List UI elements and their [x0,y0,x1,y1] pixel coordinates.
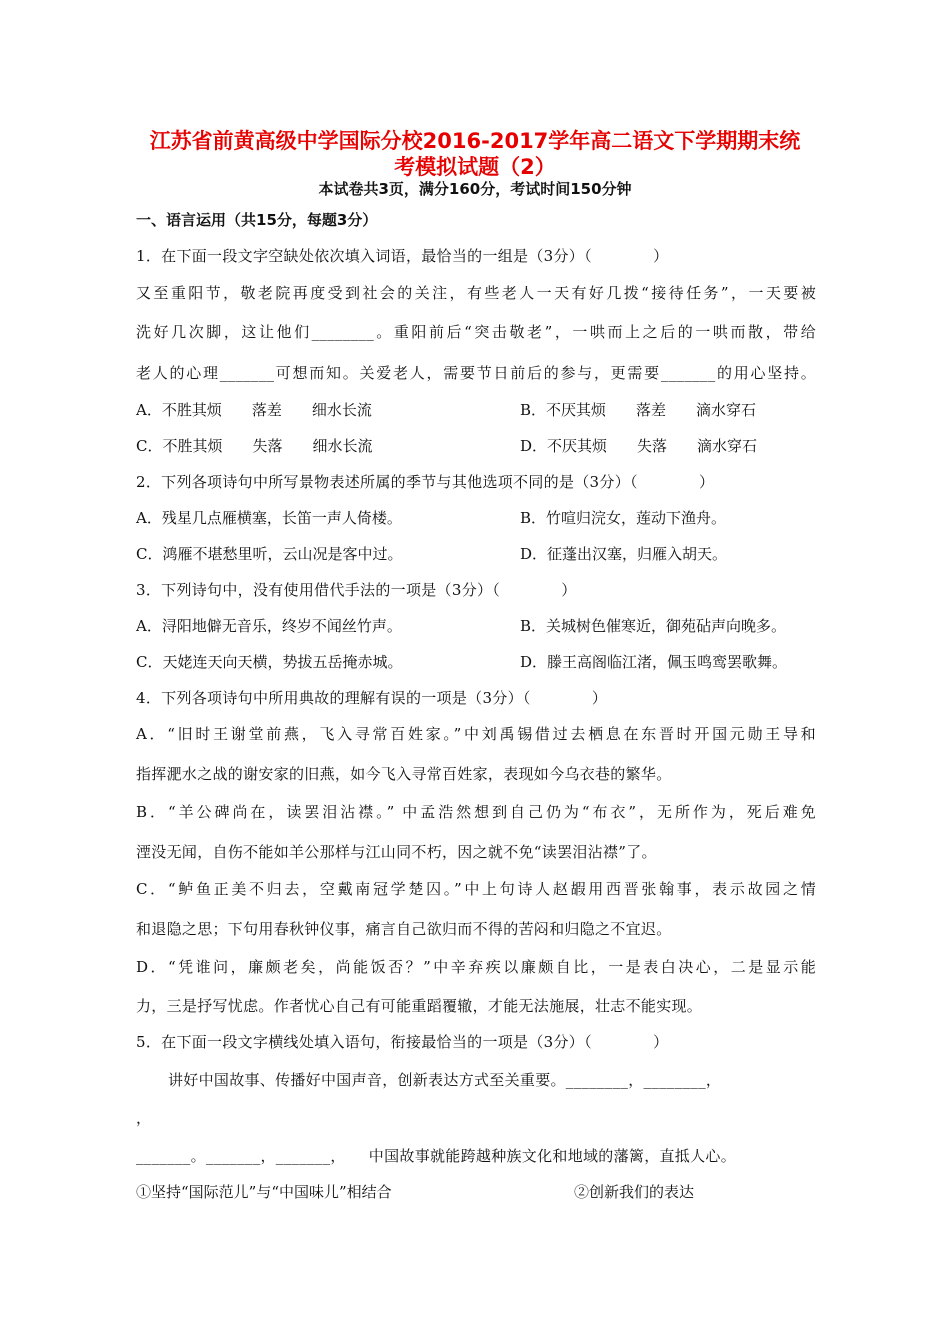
question-5-item-2: ②创新我们的表达 [574,1183,695,1201]
question-2-option-b: B．竹喧归浣女，莲动下渔舟。 [520,509,727,527]
question-5-passage-line: _______。_______，_______， 中国故事就能跨越种族文化和地域的藩篱，直抵人心。 [136,1147,737,1165]
question-4-line: 力，三是抒写忧虑。作者忧心自己有可能重蹈覆辙，才能无法施展，壮志不能实现。 [136,997,703,1015]
question-3-option-d: D．滕王高阁临江渚，佩玉鸣鸾罢歌舞。 [520,653,788,671]
question-5-passage-line: 讲好中国故事、传播好中国声音，创新表达方式至关重要。________，________， [168,1071,722,1089]
question-1-option-d: D．不厌其烦 失落 滴水穿石 [520,437,758,455]
exam-title-line2: 考模拟试题（2） [394,155,556,179]
question-1-option-a: A．不胜其烦 落差 细水长流 [136,401,372,419]
question-5-item-1: ①坚持“国际范儿”与“中国味儿”相结合 [136,1183,392,1201]
question-3-option-c: C．天姥连天向天横，势拔五岳掩赤城。 [136,653,403,671]
exam-title-line1: 江苏省前黄高级中学国际分校2016-2017学年高二语文下学期期末统 [149,129,801,153]
question-1-option-b: B．不厌其烦 落差 滴水穿石 [520,401,757,419]
exam-subtitle: 本试卷共3页，满分160分，考试时间150分钟 [318,180,632,198]
question-4-line: 湮没无闻，自伤不能如羊公那样与江山同不朽，因之就不免“读罢泪沾襟”了。 [136,843,657,861]
question-1-option-c: C．不胜其烦 失落 细水长流 [136,437,373,455]
question-2-option-c: C．鸿雁不堪愁里听，云山况是客中过。 [136,545,403,563]
question-5-stem: 5．在下面一段文字横线处填入语句，衔接最恰当的一项是（3分）（ ） [136,1033,669,1051]
question-1-stem: 1．在下面一段文字空缺处依次填入词语，最恰当的一组是（3分）（ ） [136,247,669,265]
question-4-stem: 4．下列各项诗句中所用典故的理解有误的一项是（3分）（ ） [136,689,608,707]
section-heading: 一、语言运用（共15分，每题3分） [136,211,378,229]
question-1-passage-line: 又至重阳节，敬老院再度受到社会的关注，有些老人一天有好几拨“接待任务”，一天要被 [136,284,816,302]
question-3-option-a: A．浔阳地僻无音乐，终岁不闻丝竹声。 [136,617,402,635]
question-4-line: D．“凭谁问，廉颇老矣，尚能饭否？”中辛弃疾以廉颇自比，一是表白决心，二是显示能 [136,958,816,976]
question-4-line: 指挥淝水之战的谢安家的旧燕，如今飞入寻常百姓家，表现如今乌衣巷的繁华。 [136,765,672,783]
question-1-passage-line: 老人的心理_______可想而知。关爱老人，需要节日前后的参与，更需要_______的用心坚持。 [136,364,816,382]
question-4-line: 和退隐之思；下句用春秋钟仪事，痛言自己欲归而不得的苦闷和归隐之不宜迟。 [136,920,672,938]
question-4-line: C．“鲈鱼正美不归去，空戴南冠学楚囚。”中上句诗人赵嘏用西晋张翰事，表示故园之情 [136,880,816,898]
question-3-option-b: B．关城树色催寒近，御苑砧声向晚多。 [520,617,787,635]
question-1-passage-line: 洗好几次脚，这让他们________。重阳前后“突击敬老”，一哄而上之后的一哄而散，带给 [136,323,816,341]
question-4-line: B．“羊公碑尚在，读罢泪沾襟。” 中孟浩然想到自己仍为“布衣”，无所作为，死后难免 [136,803,816,821]
question-2-option-d: D．征蓬出汉塞，归雁入胡天。 [520,545,728,563]
question-3-stem: 3．下列诗句中，没有使用借代手法的一项是（3分）（ ） [136,581,577,599]
question-2-option-a: A．残星几点雁横塞，长笛一声人倚楼。 [136,509,402,527]
question-5-passage-line: ， [136,1109,152,1127]
question-4-line: A．“旧时王谢堂前燕，飞入寻常百姓家。”中刘禹锡借过去栖息在东晋时开国元勋王导和 [136,725,816,743]
question-2-stem: 2．下列各项诗句中所写景物表述所属的季节与其他选项不同的是（3分）（ ） [136,473,715,491]
